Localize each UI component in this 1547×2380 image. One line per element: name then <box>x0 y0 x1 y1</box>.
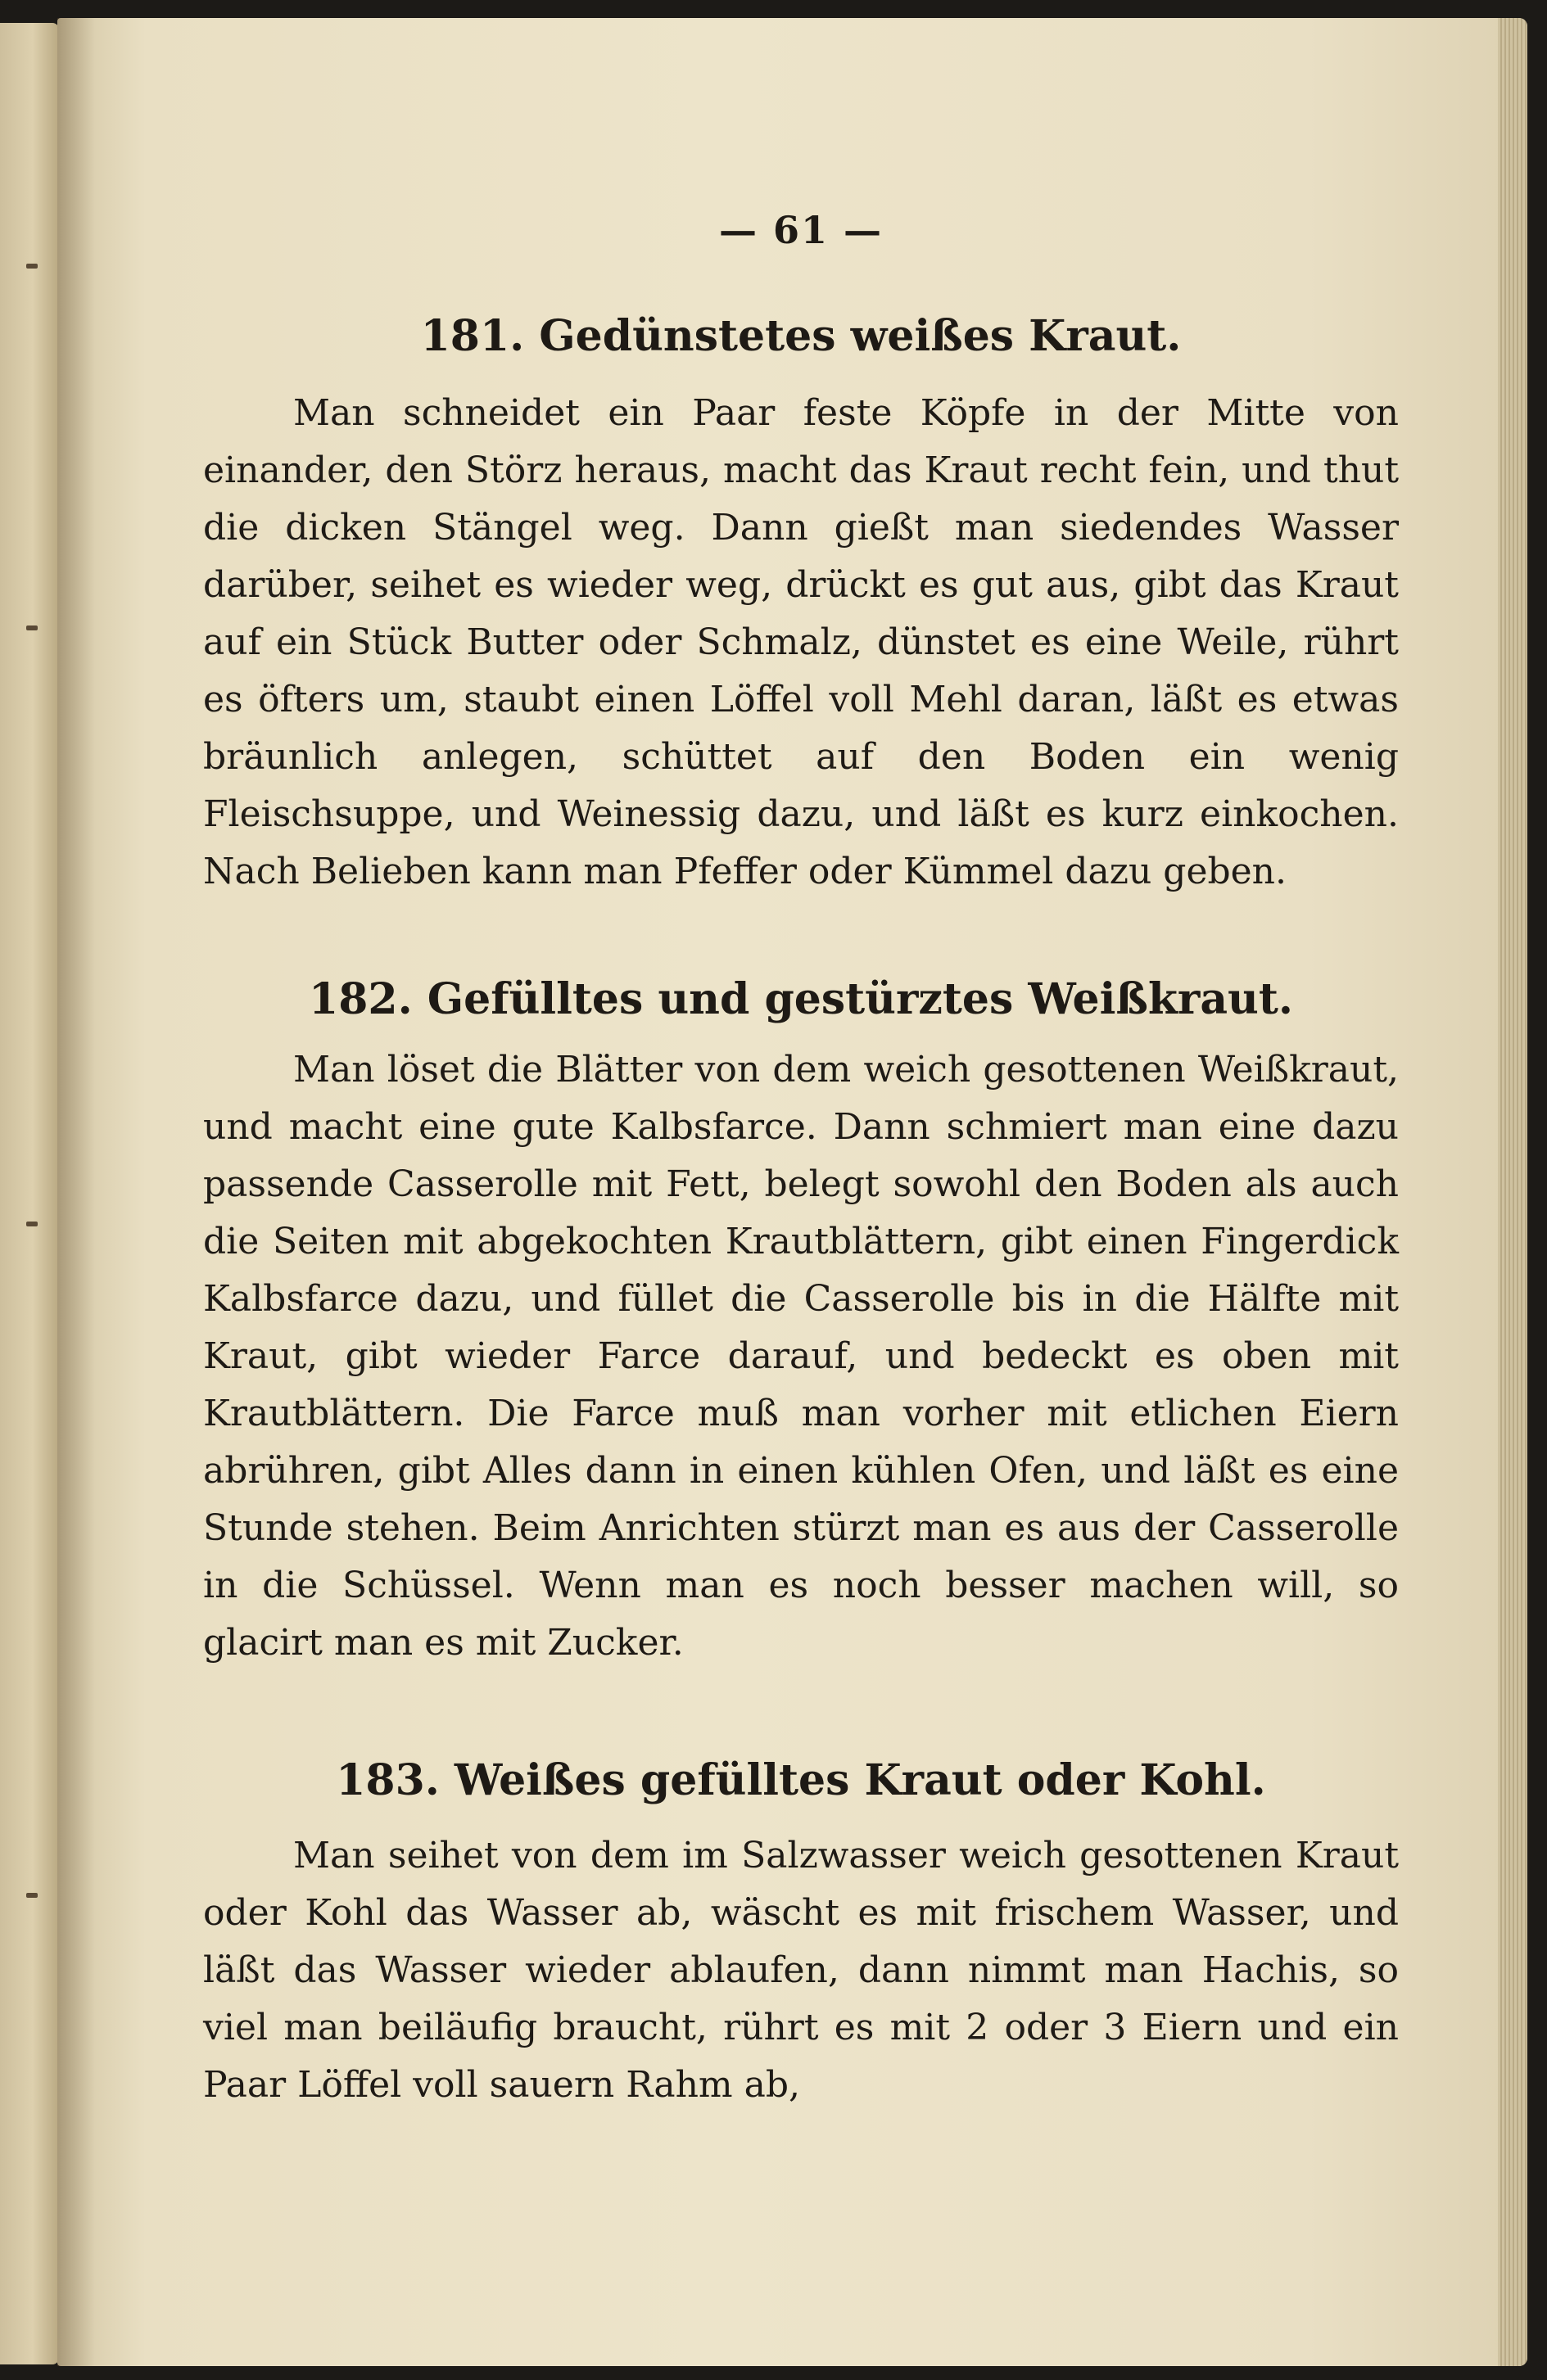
recipe-number: 183. <box>336 1755 440 1805</box>
margin-mark <box>26 1222 38 1226</box>
recipe-title: Weißes gefülltes Kraut oder Kohl. <box>454 1755 1266 1805</box>
recipe-number: 182. <box>309 974 413 1024</box>
recipe-title: Gefülltes und gestürztes Weißkraut. <box>427 974 1293 1024</box>
recipe-heading-181 <box>203 311 1399 361</box>
recipe-title: Gedünstetes weißes Kraut. <box>539 311 1182 361</box>
recipe-body: Man seihet von dem im Salzwasser weich gesottenen Kraut oder Kohl das Wasser ab, wäscht es mit frischem Wasser, und läßt das Wasser wieder ablaufen, dann nimmt man Hachis, so viel man beiläufig braucht, rührt es mit 2 oder 3 Eiern und ein Paar Löffel voll sauern Rahm ab, <box>203 1835 1399 2106</box>
left-page-edge <box>0 23 59 2364</box>
recipe-heading-182 <box>203 974 1399 1024</box>
page-number: — 61 — <box>718 208 884 252</box>
recipe-text-181 <box>203 385 1399 901</box>
margin-mark <box>26 264 38 269</box>
margin-mark <box>26 625 38 630</box>
recipe-body: Man löset die Blätter von dem weich gesottenen Weißkraut, und macht eine gute Kalbsfarce. Dann schmiert man eine dazu passende Casserolle mit Fett, belegt sowohl den Boden als auch die Seiten mit abgekochten Krautblättern, gibt einen Fingerdick Kalbsfarce dazu, und füllet die Casserolle bis in die Hälfte mit Kraut, gibt wieder Farce darauf, und bedeckt es oben mit Krautblättern. Die Farce muß man vorher mit etlichen Eiern abrühren, gibt Alles dann in einen kühlen Ofen, und läßt es eine Stunde stehen. Beim Anrichten stürzt man es aus der Casserolle in die Schüssel. Wenn man es noch besser machen will, so glacirt man es mit Zucker. <box>203 1049 1399 1664</box>
recipe-heading-183 <box>203 1755 1399 1805</box>
recipe-text-183 <box>203 1827 1399 2114</box>
page-gutter <box>57 18 95 2366</box>
margin-mark <box>26 1893 38 1898</box>
recipe-text-182 <box>203 1041 1399 1672</box>
recipe-body: Man schneidet ein Paar feste Köpfe in der Mitte von einander, den Störz heraus, macht das Kraut recht fein, und thut die dicken Stängel weg. Dann gießt man siedendes Wasser darüber, seihet es wieder weg, drückt es gut aus, gibt das Kraut auf ein Stück Butter oder Schmalz, dünstet es eine Weile, rührt es öfters um, staubt einen Löffel voll Mehl daran, läßt es etwas bräunlich anlegen, schüttet auf den Boden ein wenig Fleischsuppe, und Weinessig dazu, und läßt es kurz einkochen. Nach Belieben kann man Pfeffer oder Kümmel dazu geben. <box>203 392 1399 892</box>
book-page <box>57 18 1527 2366</box>
recipe-number: 181. <box>420 311 525 361</box>
page-fore-edge <box>1498 18 1527 2366</box>
